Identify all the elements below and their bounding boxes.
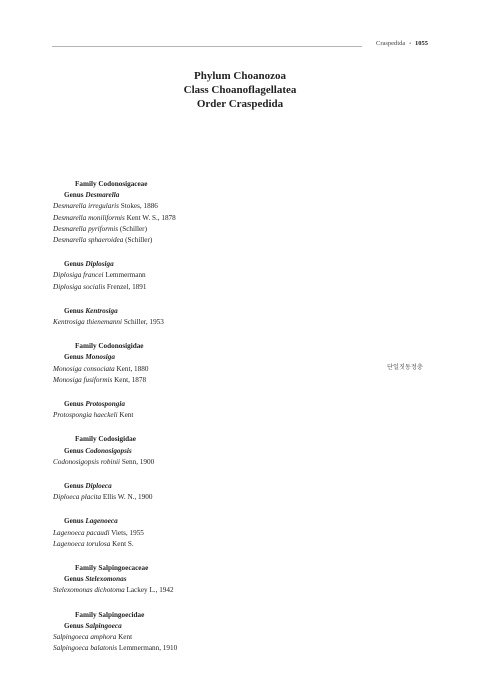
genus-prefix: Genus: [64, 191, 84, 200]
family-heading: Family Salpingoecidae: [75, 610, 145, 619]
species-name: Desmarella moniliformis: [53, 213, 125, 222]
genus-prefix: Genus: [64, 400, 84, 409]
taxon-block: [53, 481, 393, 503]
genus-name: Lagenoeca: [85, 517, 118, 526]
species-authority: (Schiller): [125, 236, 153, 245]
genus-name: Diploeca: [85, 482, 112, 491]
genus-prefix: Genus: [64, 621, 84, 630]
species-authority: Stokes, 1886: [120, 202, 158, 211]
running-head: [376, 40, 428, 47]
species-entry: [53, 492, 393, 503]
taxon-block: [53, 306, 393, 328]
taxon-block: [53, 563, 393, 597]
species-authority: Lemmermann: [105, 271, 146, 280]
species-entry: [53, 213, 393, 224]
species-entry: [53, 585, 393, 596]
species-name: Desmarella pyriformis: [53, 224, 119, 233]
header-rule: [52, 46, 362, 47]
species-entry: [53, 224, 393, 235]
species-authority: (Schiller): [119, 224, 147, 233]
family-heading: Family Codonosigidae: [75, 342, 144, 351]
species-entry: [53, 282, 393, 293]
species-authority: Frenzel, 1891: [106, 282, 147, 291]
species-authority: Kent, 1878: [114, 375, 147, 384]
title-phylum: Phylum Choanozoa: [194, 70, 286, 82]
title-class: Class Choanoflagellatea: [183, 84, 297, 96]
genus-name: Salpingoeca: [85, 621, 122, 630]
species-authority: Kent: [119, 411, 134, 420]
family-heading: Family Codosigidae: [75, 435, 136, 444]
species-name: Monosiga consociata: [53, 364, 115, 373]
genus-name: Diplosiga: [85, 260, 114, 269]
taxon-block: [53, 399, 393, 421]
genus-prefix: Genus: [64, 306, 84, 315]
taxon-block: [53, 341, 393, 386]
species-name: Desmarella irregularis: [53, 202, 119, 211]
taxon-block: [53, 259, 393, 293]
title-order: Order Craspedida: [196, 98, 284, 110]
taxon-block: [53, 516, 393, 550]
genus-heading: [53, 621, 393, 632]
species-name: Stelexomonas dichotoma: [53, 586, 125, 595]
family-heading: Family Salpingoecaceae: [75, 564, 149, 573]
species-authority: Viets, 1955: [111, 528, 144, 537]
species-entry: [53, 364, 393, 375]
genus-heading: [53, 446, 393, 457]
species-entry: [53, 201, 393, 212]
family-heading: Family Codonosigaceae: [75, 180, 148, 188]
genus-heading: [53, 306, 393, 317]
species-entry: [53, 235, 393, 246]
species-authority: Kent W. S., 1878: [126, 213, 176, 222]
genus-heading: [53, 190, 393, 201]
species-name: Lagenoeca pacaudi: [53, 528, 110, 537]
species-entry: [53, 270, 393, 281]
taxon-block: [53, 610, 393, 655]
genus-heading: [53, 352, 393, 363]
genus-prefix: Genus: [64, 575, 84, 584]
genus-name: Codonosigopsis: [85, 446, 132, 455]
genus-prefix: Genus: [64, 517, 84, 526]
species-entry: [53, 375, 393, 386]
taxon-block: [53, 179, 393, 246]
species-entry: [53, 410, 393, 421]
species-authority: Kent S.: [112, 539, 134, 548]
genus-prefix: Genus: [64, 482, 84, 491]
species-authority: Lackey L., 1942: [126, 586, 174, 595]
species-entry: [53, 457, 393, 468]
genus-heading: [53, 574, 393, 585]
species-authority: Lemmermann, 1910: [118, 644, 178, 653]
species-authority: Schiller, 1953: [123, 318, 164, 327]
genus-prefix: Genus: [64, 353, 84, 362]
species-name: Kentrosiga thienemanni: [53, 318, 123, 327]
genus-prefix: Genus: [64, 446, 84, 455]
genus-name: Desmarella: [85, 191, 120, 200]
species-name: Salpingoeca balatonis: [53, 644, 118, 653]
species-name: Diploeca placita: [53, 493, 102, 502]
species-name: Diplosiga francei: [53, 271, 104, 280]
species-authority: Senn, 1900: [121, 457, 155, 466]
genus-name: Monosiga: [85, 353, 115, 362]
page-titles: [0, 69, 480, 111]
species-name: Salpingoeca amphora: [53, 633, 117, 642]
genus-heading: [53, 481, 393, 492]
species-entry: [53, 539, 393, 550]
species-name: Lagenoeca torulosa: [53, 539, 111, 548]
species-entry: [53, 528, 393, 539]
korean-side-note: 단일짓동정충: [387, 364, 423, 371]
genus-name: Kentrosiga: [85, 306, 118, 315]
genus-prefix: Genus: [64, 260, 84, 269]
running-head-section: Craspedida: [375, 40, 406, 47]
species-name: Diplosiga socialis: [53, 282, 106, 291]
species-name: Protospongia haeckeli: [53, 411, 118, 420]
species-entry: [53, 643, 393, 654]
species-authority: Ellis W. N., 1900: [102, 493, 153, 502]
page-number: 1055: [415, 40, 428, 47]
species-name: Codonosigopsis robinii: [53, 457, 121, 466]
running-head-separator: •: [409, 42, 411, 47]
taxon-block: [53, 434, 393, 468]
species-authority: Kent, 1880: [116, 364, 149, 373]
species-name: Monosiga fusiformis: [53, 375, 113, 384]
genus-heading: [53, 399, 393, 410]
genus-heading: [53, 259, 393, 270]
species-authority: Kent: [118, 633, 133, 642]
genus-heading: [53, 516, 393, 527]
species-entry: [53, 317, 393, 328]
species-entry: [53, 632, 393, 643]
species-name: Desmarella sphaeroidea: [53, 236, 124, 245]
genus-name: Stelexomonas: [85, 575, 127, 584]
genus-name: Protospongia: [85, 400, 125, 409]
taxon-list: [53, 179, 393, 668]
